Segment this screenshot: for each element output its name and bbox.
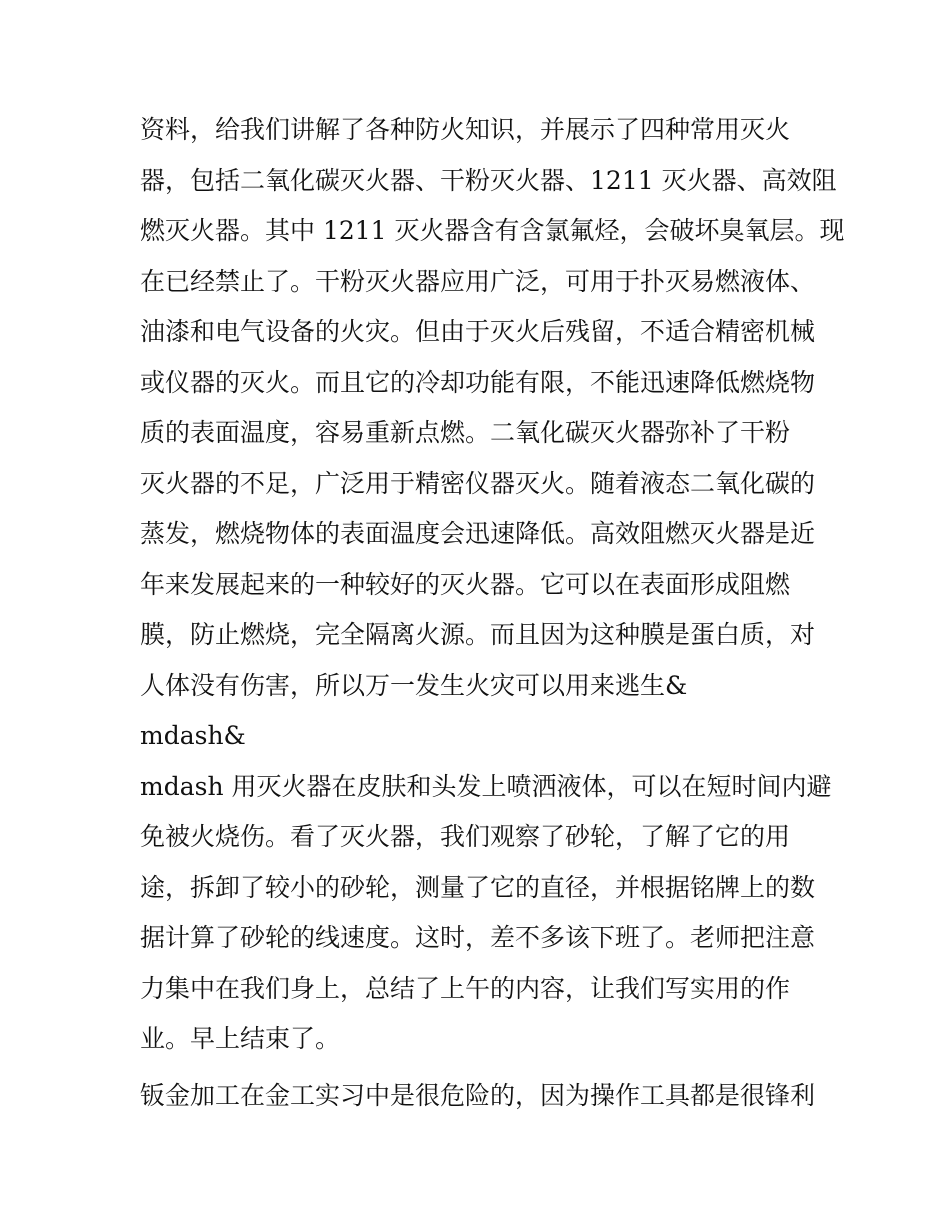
- text-line: 资料，给我们讲解了各种防火知识，并展示了四种常用灭火: [140, 115, 791, 144]
- text-line: 力集中在我们身上，总结了上午的内容，让我们写实用的作: [140, 973, 791, 1003]
- text-line: mdash 用灭火器在皮肤和头发上喷洒液体，可以在短时间内避: [140, 771, 832, 801]
- text-line: 或仪器的灭火。而且它的冷却功能有限，不能迅速降低燃烧物: [140, 367, 816, 397]
- paragraph-sheet-metal: [140, 1071, 820, 1122]
- text-line: 灭火器的不足，广泛用于精密仪器灭火。随着液态二氧化碳的: [140, 468, 816, 498]
- paragraph-fire-extinguishers: [140, 105, 845, 1065]
- text-line: 途，拆卸了较小的砂轮，测量了它的直径，并根据铭牌上的数: [140, 872, 816, 902]
- text-line: 蒸发，燃烧物体的表面温度会迅速降低。高效阻燃灭火器是近: [140, 519, 816, 548]
- text-line: 油漆和电气设备的火灾。但由于灭火后残留，不适合精密机械: [140, 317, 816, 346]
- text-line: 钣金加工在金工实习中是很危险的，因为操作工具都是很锋利: [140, 1080, 816, 1110]
- text-line: 年来发展起来的一种较好的灭火器。它可以在表面形成阻燃: [140, 569, 791, 599]
- text-line: 据计算了砂轮的线速度。这时，差不多该下班了。老师把注意: [140, 923, 816, 952]
- text-line: 膜，防止燃烧，完全隔离火源。而且因为这种膜是蛋白质，对: [140, 620, 816, 649]
- text-line: 燃灭火器。其中 1211 灭火器含有含氯氟烃，会破坏臭氧层。现: [140, 216, 845, 245]
- text-line: 免被火烧伤。看了灭火器，我们观察了砂轮，了解了它的用: [140, 822, 791, 851]
- text-line: 质的表面温度，容易重新点燃。二氧化碳灭火器弥补了干粉: [140, 418, 791, 447]
- text-line: mdash&: [140, 721, 246, 750]
- text-line: 器，包括二氧化碳灭火器、干粉灭火器、1211 灭火器、高效阻: [140, 165, 837, 195]
- text-line: 业。早上结束了。: [140, 1024, 341, 1053]
- document-body: [140, 105, 845, 1121]
- text-line: 人体没有伤害，所以万一发生火灾可以用来逃生&: [140, 670, 688, 700]
- text-line: 在已经禁止了。干粉灭火器应用广泛，可用于扑灭易燃液体、: [140, 266, 816, 296]
